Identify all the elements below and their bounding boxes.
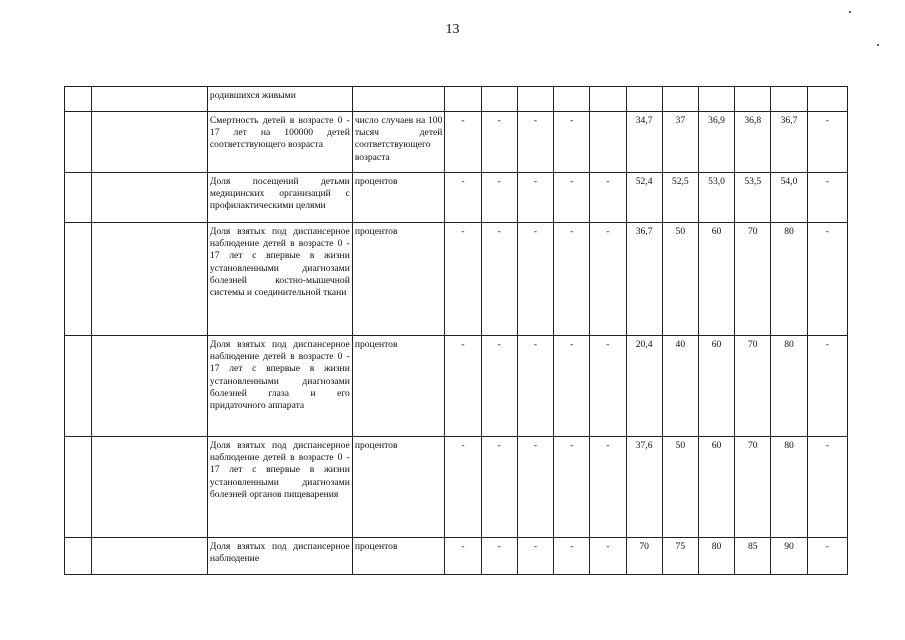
value-cell: - bbox=[590, 223, 626, 336]
value-cell bbox=[590, 112, 626, 173]
value-cell: 70 bbox=[735, 336, 771, 437]
row-number-cell bbox=[65, 173, 92, 223]
value-cell bbox=[445, 87, 481, 112]
value-cell: - bbox=[481, 336, 517, 437]
indicator-name: Доля посещений детьми медицинских организаций с профилактическими целями bbox=[207, 173, 352, 223]
value-cell: - bbox=[554, 437, 590, 538]
indicator-unit: процентов bbox=[352, 538, 445, 575]
table-row bbox=[65, 112, 848, 173]
value-cell: - bbox=[445, 538, 481, 575]
value-cell: 53,0 bbox=[698, 173, 734, 223]
value-cell: 37 bbox=[662, 112, 698, 173]
value-cell: - bbox=[554, 538, 590, 575]
value-cell bbox=[554, 87, 590, 112]
value-cell: - bbox=[590, 336, 626, 437]
value-cell: - bbox=[554, 223, 590, 336]
row-code-cell bbox=[92, 87, 208, 112]
value-cell: - bbox=[481, 173, 517, 223]
value-cell: 60 bbox=[698, 437, 734, 538]
value-cell: - bbox=[517, 538, 553, 575]
row-number-cell bbox=[65, 538, 92, 575]
row-number-cell bbox=[65, 87, 92, 112]
table-row bbox=[65, 223, 848, 336]
value-cell: 36,7 bbox=[626, 223, 662, 336]
row-number-cell bbox=[65, 112, 92, 173]
value-cell: 20,4 bbox=[626, 336, 662, 437]
value-cell: - bbox=[554, 336, 590, 437]
value-cell: - bbox=[807, 437, 847, 538]
value-cell: - bbox=[554, 112, 590, 173]
page-number: 13 bbox=[445, 22, 460, 37]
value-cell: - bbox=[807, 112, 847, 173]
indicator-name: Доля взятых под диспансерное наблюдение детей в возрасте 0 - 17 лет с впервые в жизни установленными диагнозами болезней глаза и его придаточного аппарата bbox=[207, 336, 352, 437]
row-code-cell bbox=[92, 437, 208, 538]
row-number-cell bbox=[65, 336, 92, 437]
value-cell: 60 bbox=[698, 336, 734, 437]
value-cell: 50 bbox=[662, 223, 698, 336]
value-cell: - bbox=[517, 223, 553, 336]
value-cell bbox=[481, 87, 517, 112]
value-cell: - bbox=[481, 223, 517, 336]
value-cell bbox=[807, 87, 847, 112]
value-cell: 36,7 bbox=[771, 112, 807, 173]
value-cell: 34,7 bbox=[626, 112, 662, 173]
value-cell: - bbox=[481, 112, 517, 173]
value-cell: 52,5 bbox=[662, 173, 698, 223]
value-cell: - bbox=[445, 223, 481, 336]
value-cell: 70 bbox=[735, 437, 771, 538]
value-cell bbox=[698, 87, 734, 112]
value-cell bbox=[662, 87, 698, 112]
value-cell: - bbox=[807, 538, 847, 575]
indicators-table bbox=[64, 86, 848, 575]
value-cell: 70 bbox=[626, 538, 662, 575]
indicator-unit: процентов bbox=[352, 437, 445, 538]
value-cell: - bbox=[807, 173, 847, 223]
table-row bbox=[65, 173, 848, 223]
table-row bbox=[65, 538, 848, 575]
indicator-unit: число случаев на 100 тысяч детей соответствующего возраста bbox=[352, 112, 445, 173]
value-cell: 75 bbox=[662, 538, 698, 575]
value-cell: 90 bbox=[771, 538, 807, 575]
value-cell: 80 bbox=[771, 336, 807, 437]
indicator-unit: процентов bbox=[352, 223, 445, 336]
value-cell: - bbox=[517, 336, 553, 437]
value-cell: - bbox=[590, 437, 626, 538]
value-cell: - bbox=[590, 538, 626, 575]
value-cell: 80 bbox=[771, 437, 807, 538]
value-cell: 40 bbox=[662, 336, 698, 437]
indicator-name: Доля взятых под диспансерное наблюдение bbox=[207, 538, 352, 575]
value-cell: - bbox=[481, 437, 517, 538]
value-cell: 37,6 bbox=[626, 437, 662, 538]
row-code-cell bbox=[92, 336, 208, 437]
value-cell: 50 bbox=[662, 437, 698, 538]
value-cell: 60 bbox=[698, 223, 734, 336]
value-cell: - bbox=[445, 112, 481, 173]
indicator-unit: процентов bbox=[352, 336, 445, 437]
row-code-cell bbox=[92, 173, 208, 223]
row-number-cell bbox=[65, 223, 92, 336]
row-code-cell bbox=[92, 538, 208, 575]
value-cell bbox=[590, 87, 626, 112]
row-code-cell bbox=[92, 223, 208, 336]
value-cell: - bbox=[445, 173, 481, 223]
indicator-unit bbox=[352, 87, 445, 112]
row-number-cell bbox=[65, 437, 92, 538]
value-cell: 36,9 bbox=[698, 112, 734, 173]
value-cell bbox=[771, 87, 807, 112]
indicator-unit: процентов bbox=[352, 173, 445, 223]
value-cell: 52,4 bbox=[626, 173, 662, 223]
table-row bbox=[65, 437, 848, 538]
value-cell bbox=[517, 87, 553, 112]
scan-speck bbox=[877, 44, 879, 46]
table-row bbox=[65, 336, 848, 437]
value-cell: - bbox=[517, 112, 553, 173]
value-cell: 80 bbox=[771, 223, 807, 336]
value-cell: - bbox=[807, 223, 847, 336]
value-cell: 53,5 bbox=[735, 173, 771, 223]
value-cell bbox=[735, 87, 771, 112]
value-cell: - bbox=[807, 336, 847, 437]
value-cell: 80 bbox=[698, 538, 734, 575]
value-cell: - bbox=[445, 437, 481, 538]
table-row bbox=[65, 87, 848, 112]
value-cell: - bbox=[481, 538, 517, 575]
scan-speck bbox=[849, 11, 851, 13]
indicator-name: родившихся живыми bbox=[207, 87, 352, 112]
value-cell: 36,8 bbox=[735, 112, 771, 173]
value-cell: - bbox=[517, 437, 553, 538]
value-cell: 70 bbox=[735, 223, 771, 336]
value-cell: - bbox=[445, 336, 481, 437]
indicator-name: Смертность детей в возрасте 0 - 17 лет на 100000 детей соответствующего возраста bbox=[207, 112, 352, 173]
row-code-cell bbox=[92, 112, 208, 173]
indicator-name: Доля взятых под диспансерное наблюдение детей в возрасте 0 - 17 лет с впервые в жизни установленными диагнозами болезней костно-мышечной системы и соединительной ткани bbox=[207, 223, 352, 336]
indicator-name: Доля взятых под диспансерное наблюдение детей в возрасте 0 - 17 лет с впервые в жизни установленными диагнозами болезней органов пищеварения bbox=[207, 437, 352, 538]
value-cell: - bbox=[590, 173, 626, 223]
value-cell: - bbox=[517, 173, 553, 223]
value-cell: 85 bbox=[735, 538, 771, 575]
value-cell: 54,0 bbox=[771, 173, 807, 223]
value-cell: - bbox=[554, 173, 590, 223]
value-cell bbox=[626, 87, 662, 112]
